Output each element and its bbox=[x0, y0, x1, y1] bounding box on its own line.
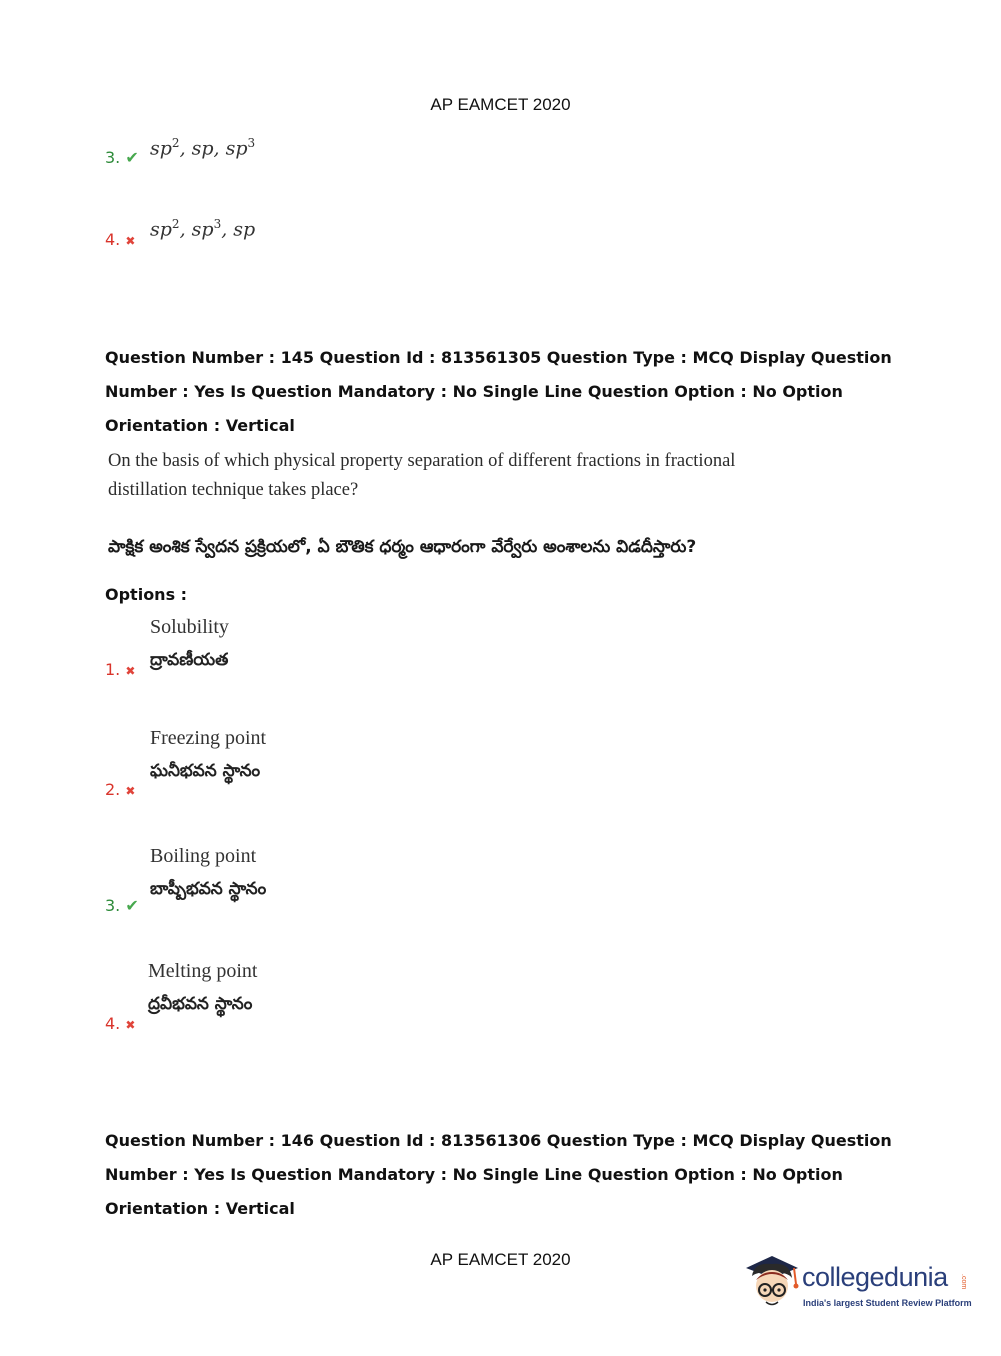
option-3-marker bbox=[105, 896, 139, 915]
option-2-marker bbox=[105, 780, 135, 799]
meta-line: Orientation : Vertical bbox=[105, 1199, 295, 1218]
option-number: 3. bbox=[105, 148, 121, 167]
question-meta bbox=[105, 1124, 905, 1226]
prev-option-4-formula: $sp^2$, $sp^3$, sp bbox=[150, 217, 256, 241]
cross-icon: ✖ bbox=[125, 1018, 136, 1032]
question-text-telugu: పాక్షిక అంశిక స్వేదన ప్రక్రియలో, ఏ బౌతిక ధర్మం ఆధారంగా వేర్వేరు అంశాలను విడదీస్తారు? bbox=[108, 537, 697, 557]
prev-option-3 bbox=[105, 148, 139, 167]
option-2-text-telugu: ఘనీభవన స్థానం bbox=[150, 761, 261, 781]
meta-line: Orientation : Vertical bbox=[105, 416, 295, 435]
cross-icon: ✖ bbox=[125, 234, 136, 248]
cross-icon: ✖ bbox=[125, 784, 136, 798]
page-header: AP EAMCET 2020 bbox=[430, 95, 571, 114]
option-number: 4. bbox=[105, 230, 121, 249]
option-1-text: Solubility bbox=[150, 616, 229, 638]
check-icon: ✔ bbox=[125, 896, 139, 915]
meta-line: Number : Yes Is Question Mandatory : No Single Line Question Option : No Option bbox=[105, 382, 843, 401]
options-label: Options : bbox=[105, 585, 188, 604]
option-number: 1. bbox=[105, 660, 121, 679]
check-icon: ✔ bbox=[125, 148, 139, 167]
meta-line: Question Number : 146 Question Id : 813561306 Question Type : MCQ Display Question bbox=[105, 1131, 892, 1150]
collegedunia-logo bbox=[742, 1250, 972, 1320]
option-4-text: Melting point bbox=[148, 960, 258, 982]
option-2-text: Freezing point bbox=[150, 727, 267, 749]
prev-option-3-formula: $sp^2$, sp, $sp^3$ bbox=[150, 136, 256, 160]
meta-line: Number : Yes Is Question Mandatory : No Single Line Question Option : No Option bbox=[105, 1165, 843, 1184]
question-text bbox=[108, 447, 748, 505]
page-footer: AP EAMCET 2020 bbox=[430, 1250, 571, 1269]
logo-tagline: India's largest Student Review Platform bbox=[803, 1298, 972, 1308]
option-4-text-telugu: ద్రవీభవన స్థానం bbox=[148, 994, 253, 1014]
logo-wordmark: collegedunia bbox=[802, 1262, 948, 1292]
option-number: 4. bbox=[105, 1014, 121, 1033]
meta-line: Question Number : 145 Question Id : 813561305 Question Type : MCQ Display Question bbox=[105, 348, 892, 367]
cross-icon: ✖ bbox=[125, 664, 136, 678]
option-3-text: Boiling point bbox=[150, 845, 257, 867]
option-number: 2. bbox=[105, 780, 121, 799]
option-3-text-telugu: బాష్పీభవన స్థానం bbox=[150, 879, 267, 899]
question-meta bbox=[105, 341, 905, 443]
question-text-line: On the basis of which physical property separation of different fractions in fractional bbox=[108, 451, 736, 471]
option-1-text-telugu: ద్రావణీయత bbox=[150, 650, 229, 670]
option-number: 3. bbox=[105, 896, 121, 915]
prev-option-4 bbox=[105, 230, 135, 249]
question-text-line: distillation technique takes place? bbox=[108, 480, 359, 500]
logo-suffix: .com bbox=[960, 1274, 967, 1290]
option-1-marker bbox=[105, 660, 135, 679]
mascot-icon bbox=[742, 1250, 802, 1320]
option-4-marker bbox=[105, 1014, 135, 1033]
